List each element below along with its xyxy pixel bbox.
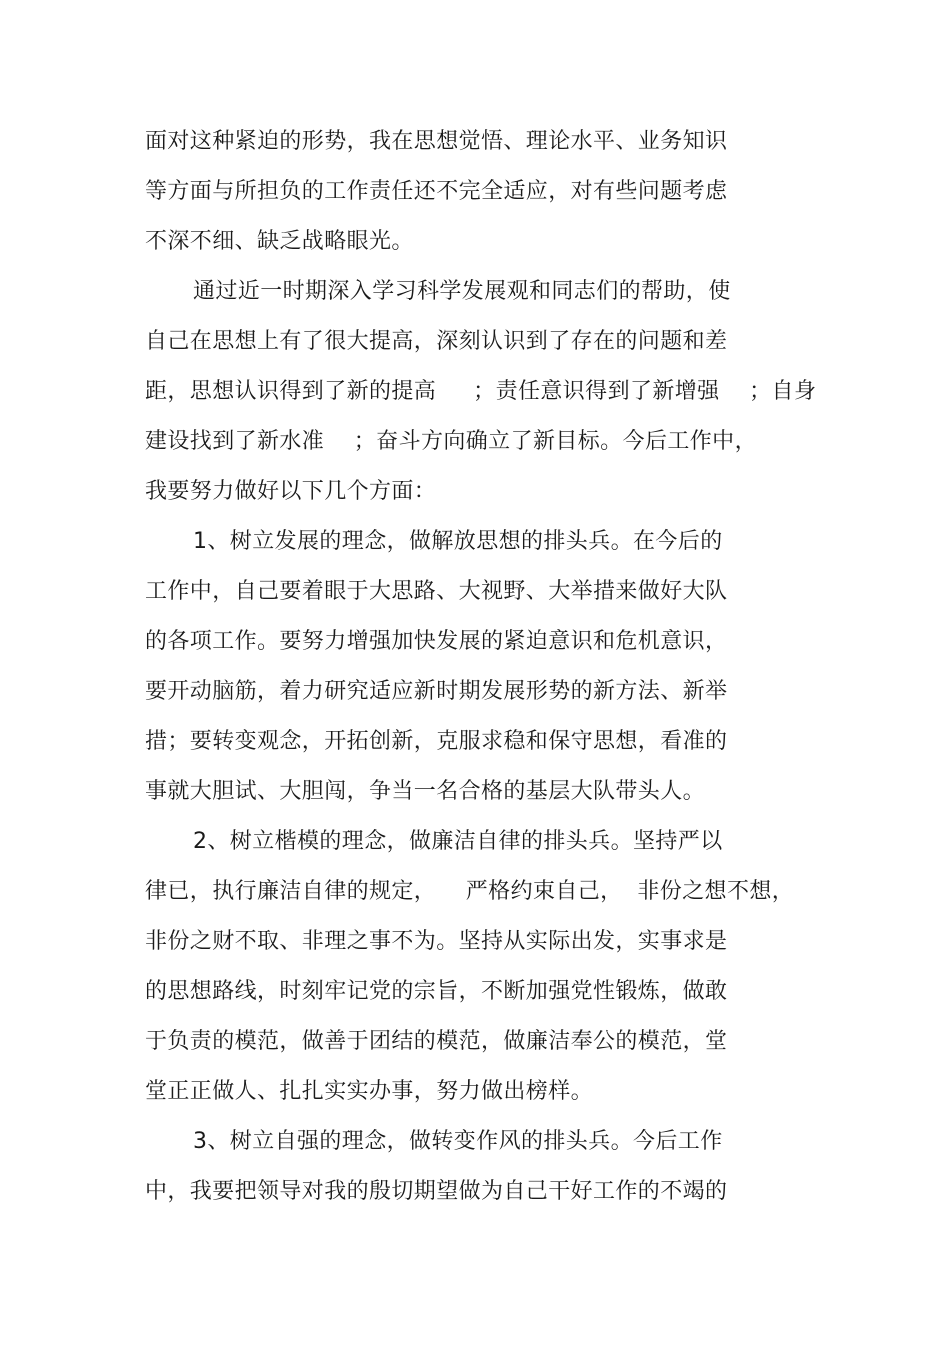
paragraph-start-line: 1、树立发展的理念，做解放思想的排头兵。在今后的 [193, 529, 723, 554]
text-line: 距，思想认识得到了新的提高 ；责任意识得到了新增强 ；自身 [145, 379, 817, 404]
text-line: 我要努力做好以下几个方面： [145, 479, 437, 504]
text-line: 律已，执行廉洁自律的规定， 严格约束自己， 非份之想不想， [145, 879, 795, 904]
paragraph-start-line: 通过近一时期深入学习科学发展观和同志们的帮助，使 [193, 279, 731, 304]
paragraph-start-line: 3、树立自强的理念，做转变作风的排头兵。今后工作 [193, 1129, 723, 1154]
text-line: 的思想路线，时刻牢记党的宗旨，不断加强党性锻炼，做敢 [145, 979, 728, 1004]
text-line: 要开动脑筋，着力研究适应新时期发展形势的新方法、新举 [145, 679, 728, 704]
text-line: 堂正正做人、扎扎实实办事，努力做出榜样。 [145, 1079, 594, 1104]
text-line: 等方面与所担负的工作责任还不完全适应，对有些问题考虑 [145, 179, 728, 204]
paragraph-start-line: 2、树立楷模的理念，做廉洁自律的排头兵。坚持严以 [193, 829, 723, 854]
text-line: 事就大胆试、大胆闯，争当一名合格的基层大队带头人。 [145, 779, 706, 804]
text-line: 建设找到了新水准 ；奋斗方向确立了新目标。今后工作中， [145, 429, 757, 454]
text-line: 不深不细、缺乏战略眼光。 [145, 229, 414, 254]
text-line: 面对这种紧迫的形势，我在思想觉悟、理论水平、业务知识 [145, 129, 728, 154]
text-line: 工作中，自己要着眼于大思路、大视野、大举措来做好大队 [145, 579, 728, 604]
text-line: 于负责的模范，做善于团结的模范，做廉洁奉公的模范，堂 [145, 1029, 728, 1054]
text-line: 中，我要把领导对我的殷切期望做为自己干好工作的不竭的 [145, 1179, 728, 1204]
text-line: 措；要转变观念，开拓创新，克服求稳和保守思想，看准的 [145, 729, 728, 754]
text-line: 自己在思想上有了很大提高，深刻认识到了存在的问题和差 [145, 329, 728, 354]
text-line: 非份之财不取、非理之事不为。坚持从实际出发，实事求是 [145, 929, 728, 954]
text-line: 的各项工作。要努力增强加快发展的紧迫意识和危机意识， [145, 629, 728, 654]
